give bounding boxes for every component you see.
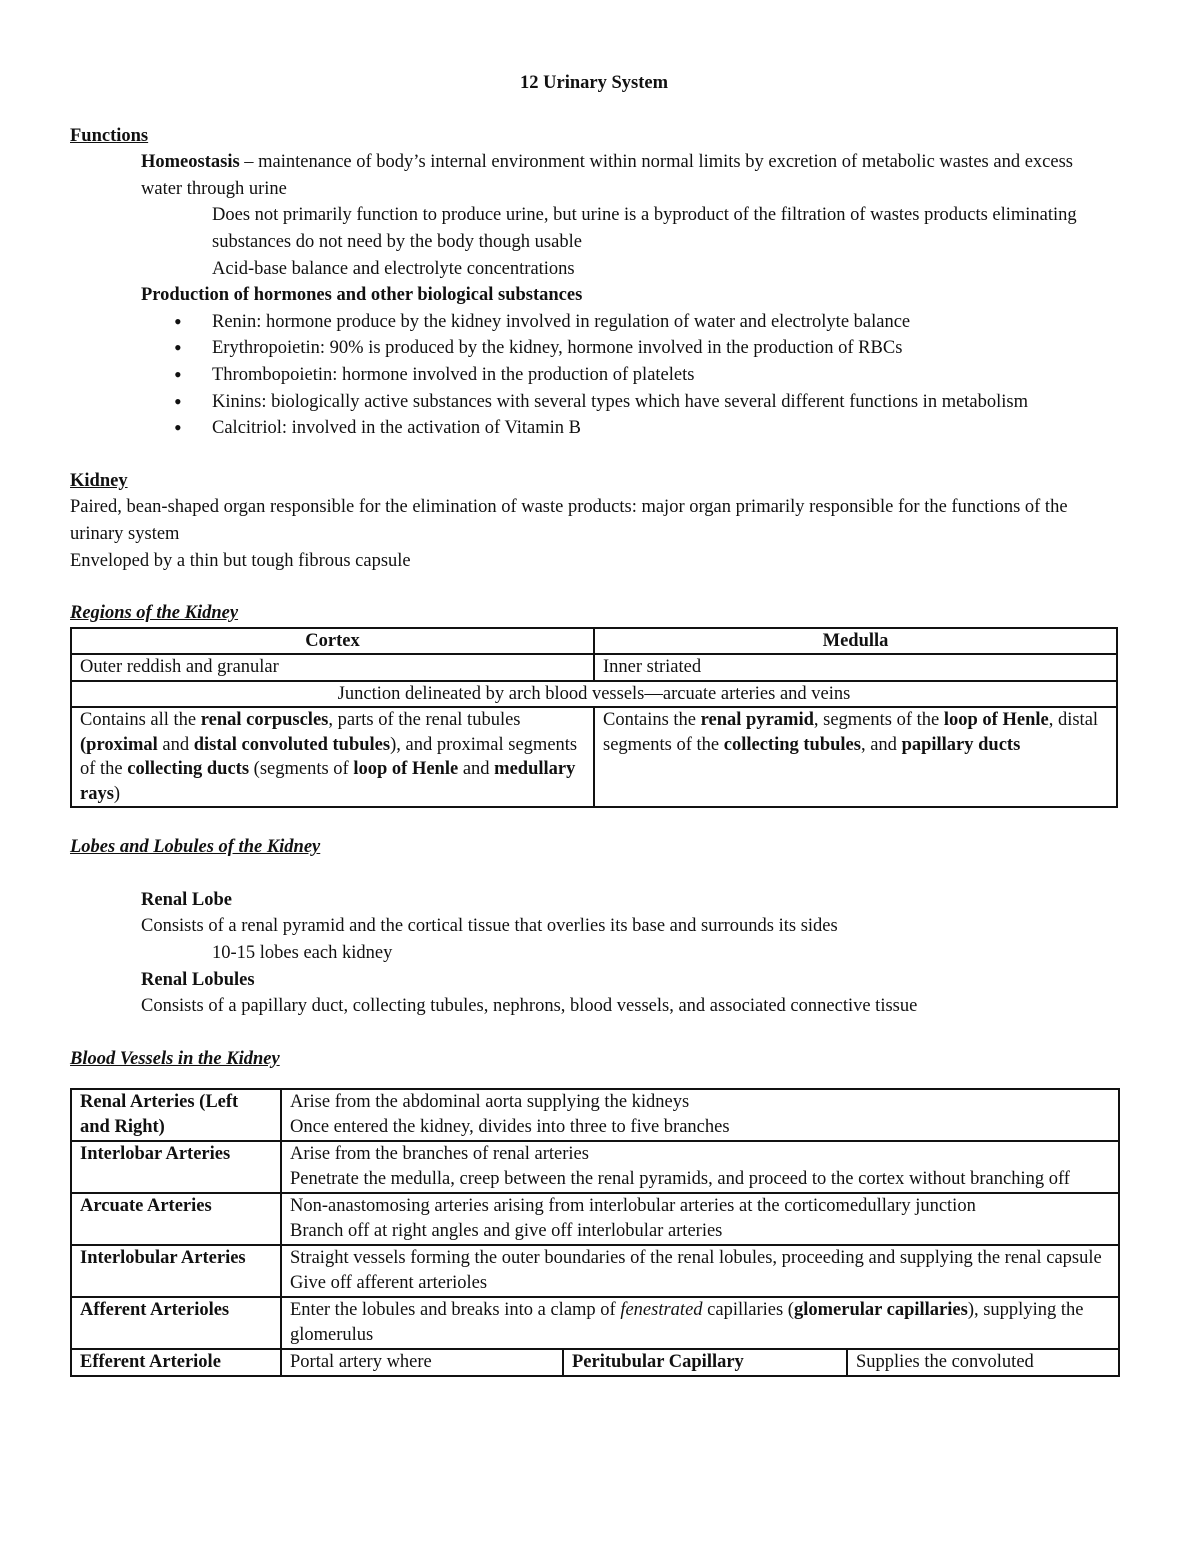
renal-lobules-heading: Renal Lobules [141,969,255,990]
vessel-description: Enter the lobules and breaks into a clamp of fenestrated capillaries (glomerular capillaries), supplying the glomerulus [281,1297,1119,1349]
vessel-name: Efferent Arteriole [71,1349,281,1376]
table-row [71,1297,1119,1349]
table-row [71,1089,1119,1141]
junction-row: Junction delineated by arch blood vessels—arcuate arteries and veins [71,681,1117,708]
vessel-name: Interlobular Arteries [71,1245,281,1297]
vessel-description: Arise from the abdominal aorta supplying the kidneys Once entered the kidney, divides into three to five branches [281,1089,1119,1141]
cortex-header: Cortex [71,628,594,655]
renal-lobules-definition: Consists of a papillary duct, collecting tubules, nephrons, blood vessels, and associated connective tissue [141,996,918,1017]
list-item: • Thrombopoietin: hormone involved in the production of platelets [212,362,1118,389]
table-row [71,1193,1119,1245]
homeostasis-paragraph [70,149,1118,202]
functions-heading: Functions [70,125,149,146]
vessel-name: Afferent Arterioles [71,1297,281,1349]
renal-lobe-note: 10-15 lobes each kidney [212,942,393,963]
homeostasis-note: Does not primarily function to produce urine, but urine is a byproduct of the filtration of wastes products eliminating substances do not need by the body though usable [212,205,1077,252]
lobes-heading: Lobes and Lobules of the Kidney [70,837,321,858]
vessel-description: Non-anastomosing arteries arising from interlobular arteries at the corticomedullary junction Branch off at right angles and give off interlobular arteries [281,1193,1119,1245]
vessel-description: Arise from the branches of renal arteries Penetrate the medulla, creep between the renal pyramids, and proceed to the cortex without branching off [281,1141,1119,1193]
kidney-capsule-note: Enveloped by a thin but tough fibrous capsule [70,550,411,571]
medulla-contents: Contains the renal pyramid, segments of the loop of Henle, distal segments of the collecting tubules, and papillary ducts [594,707,1117,807]
vessel-name: Peritubular Capillary [563,1349,847,1376]
homeostasis-note: Acid-base balance and electrolyte concentrations [212,258,575,279]
document-title: 12 Urinary System [520,73,668,93]
regions-heading: Regions of the Kidney [70,603,239,624]
blood-vessels-table [70,1088,1120,1377]
blood-vessels-heading: Blood Vessels in the Kidney [70,1048,280,1069]
table-row [71,1349,1119,1376]
list-item: • Erythropoietin: 90% is produced by the kidney, hormone involved in the production of RBCs [212,335,1118,362]
cortex-appearance: Outer reddish and granular [71,654,594,681]
list-item: • Calcitriol: involved in the activation of Vitamin B [212,415,1118,442]
renal-lobe-heading: Renal Lobe [141,889,232,910]
table-row [71,1141,1119,1193]
vessel-name: Interlobar Arteries [71,1141,281,1193]
vessel-description: Portal artery where [281,1349,563,1376]
cortex-contents: Contains all the renal corpuscles, parts of the renal tubules (proximal and distal convoluted tubules), and proximal segments of the collecting ducts (segments of loop of Henle and medullary rays) [71,707,594,807]
list-item: • Kinins: biologically active substances with several types which have several different functions in metabolism [212,389,1118,416]
table-row [71,1245,1119,1297]
hormone-list [70,309,1118,442]
document-page [70,70,1118,1377]
kidney-heading: Kidney [70,470,128,491]
homeostasis-definition: – maintenance of body’s internal environment within normal limits by excretion of metabolic wastes and excess water through urine [141,152,1073,199]
renal-lobe-definition: Consists of a renal pyramid and the cortical tissue that overlies its base and surrounds its sides [141,916,838,937]
medulla-header: Medulla [594,628,1117,655]
medulla-appearance: Inner striated [594,654,1117,681]
homeostasis-term: Homeostasis [141,152,240,173]
regions-table [70,627,1118,809]
vessel-description: Straight vessels forming the outer boundaries of the renal lobules, proceeding and supplying the renal capsule Give off afferent arterioles [281,1245,1119,1297]
vessel-name: Renal Arteries (Left and Right) [71,1089,281,1141]
list-item: • Renin: hormone produce by the kidney involved in regulation of water and electrolyte balance [212,309,1118,336]
vessel-description: Supplies the convoluted [847,1349,1119,1376]
production-heading: Production of hormones and other biological substances [141,285,583,306]
vessel-name: Arcuate Arteries [71,1193,281,1245]
kidney-description: Paired, bean-shaped organ responsible for the elimination of waste products: major organ primarily responsible for the functions of the urinary system [70,497,1068,544]
